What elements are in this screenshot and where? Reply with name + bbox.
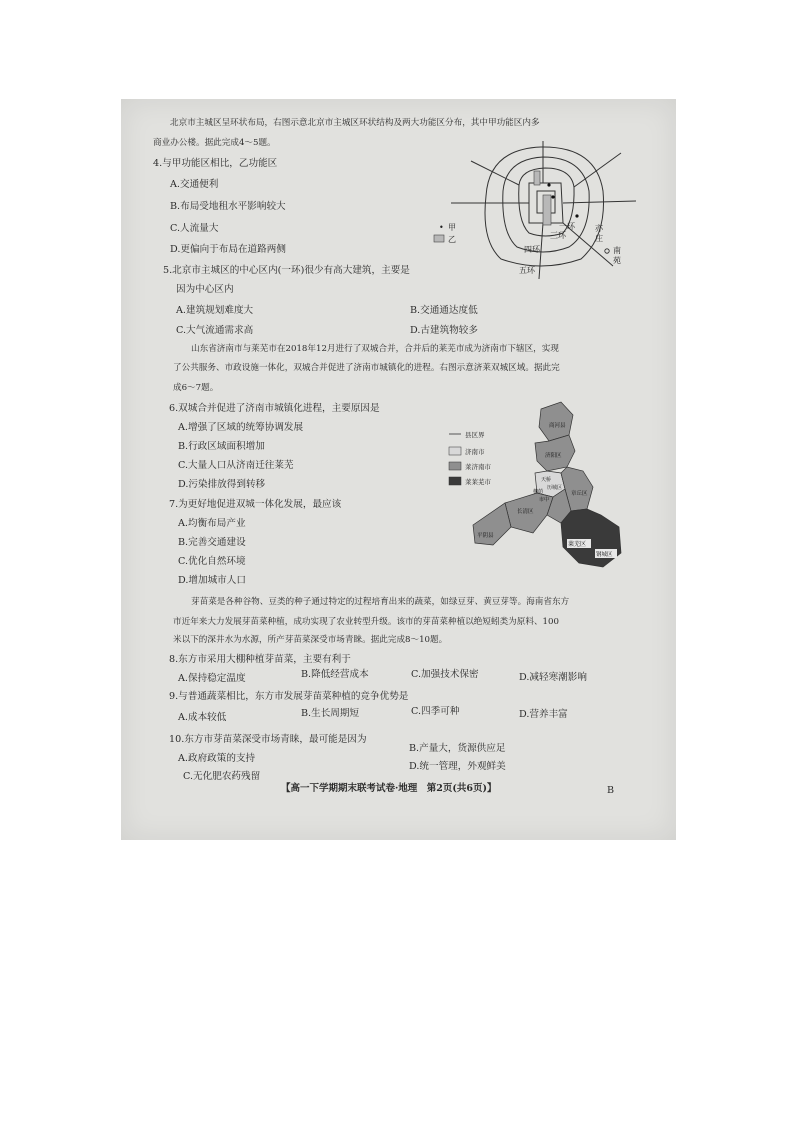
- label-ring-5: 五环: [519, 266, 535, 275]
- radial-road-northwest: [471, 161, 519, 185]
- q5-stem-line2: 因为中心区内: [176, 284, 234, 295]
- legend-yi-swatch: [434, 235, 444, 242]
- label-licheng: 历城区: [547, 485, 563, 491]
- legend-jinan-swatch: [449, 447, 461, 455]
- q6-option-a[interactable]: A.增强了区域的统筹协调发展: [178, 422, 304, 433]
- q7-option-b[interactable]: B.完善交通建设: [178, 537, 246, 548]
- q10-option-d[interactable]: D.统一管理，外观鲜美: [409, 761, 506, 772]
- beijing-ring-map: [431, 141, 636, 281]
- q4-option-c[interactable]: C.人流量大: [170, 223, 219, 234]
- q7-option-c[interactable]: C.优化自然环境: [178, 556, 246, 567]
- q10-stem: 10.东方市芽苗菜深受市场青睐，最可能是因为: [169, 734, 367, 745]
- legend-jilai-swatch: [449, 462, 461, 470]
- q10-option-c[interactable]: C.无化肥农药残留: [183, 771, 261, 782]
- legend-yi-label: 乙: [448, 235, 456, 244]
- q8-option-d[interactable]: D.减轻寒潮影响: [519, 672, 587, 683]
- zone-yi-area-2: [534, 171, 540, 185]
- label-gangcheng: 钢城区: [596, 552, 613, 558]
- jinan-laiwu-map: [443, 397, 633, 572]
- label-shizhong: 市中: [539, 497, 550, 503]
- exam-page: [121, 99, 676, 840]
- legend-jilai-label: 莱济南市: [465, 463, 491, 471]
- region-laiwu: [561, 509, 621, 567]
- label-zhuang: 庄: [595, 234, 603, 243]
- zone-jia-point-3: [575, 214, 578, 217]
- q4-option-d[interactable]: D.更偏向于布局在道路两侧: [170, 244, 286, 255]
- passage2-line3: 成6～7题。: [173, 383, 219, 393]
- label-changqing: 长清区: [517, 509, 534, 515]
- q7-option-a[interactable]: A.均衡布局产业: [178, 518, 246, 529]
- q9-option-d[interactable]: D.营养丰富: [519, 709, 568, 720]
- label-pingyin: 平阴县: [477, 533, 494, 539]
- label-shanghe: 商河县: [549, 423, 566, 429]
- q5-option-b[interactable]: B.交通通达度低: [410, 305, 478, 316]
- q7-stem: 7.为更好地促进双城一体化发展，最应该: [169, 499, 342, 510]
- q9-option-c[interactable]: C.四季可种: [411, 706, 460, 717]
- label-yuan: 苑: [613, 256, 621, 265]
- q5-stem: 5.北京市主城区的中心区内(一环)很少有高大建筑，主要是: [163, 265, 410, 276]
- q9-option-a[interactable]: A.成本较低: [178, 712, 227, 723]
- q8-option-a[interactable]: A.保持稳定温度: [178, 673, 246, 684]
- q4-option-a[interactable]: A.交通便利: [170, 179, 219, 190]
- label-ring-1: 一环: [559, 222, 575, 231]
- q10-option-a[interactable]: A.政府政策的支持: [178, 753, 256, 764]
- passage1-line2: 商业办公楼。据此完成4～5题。: [153, 138, 276, 148]
- q5-option-a[interactable]: A.建筑规划难度大: [176, 305, 254, 316]
- label-ring-4: 四环: [524, 245, 540, 254]
- legend-laiwu-swatch: [449, 477, 461, 485]
- label-huaiyin: 槐荫: [533, 489, 544, 495]
- label-laiwu: 莱芜区: [568, 541, 587, 548]
- q8-option-b[interactable]: B.降低经营成本: [301, 669, 369, 680]
- q9-option-b[interactable]: B.生长周期短: [301, 708, 360, 719]
- legend-jia-symbol: •: [439, 223, 444, 232]
- label-ring-3: 三环: [550, 231, 566, 240]
- legend-jia-label: 甲: [448, 223, 456, 232]
- q10-option-b[interactable]: B.产量大，货源供应足: [409, 743, 506, 754]
- passage2-line1: 山东省济南市与莱芜市在2018年12月进行了双城合并，合并后的莱芜市成为济南市下辖区，实现: [191, 344, 559, 354]
- passage3-line1: 芽苗菜是各种谷物、豆类的种子通过特定的过程培育出来的蔬菜，如绿豆芽、黄豆芽等。海南省东方: [191, 597, 570, 607]
- q9-stem: 9.与普通蔬菜相比，东方市发展芽苗菜种植的竞争优势是: [169, 691, 409, 702]
- q8-option-c[interactable]: C.加强技术保密: [411, 669, 479, 680]
- passage3-line3: 米以下的深井水为水源，所产芽苗菜深受市场青睐。据此完成8～10题。: [173, 635, 448, 645]
- q6-option-d[interactable]: D.污染排放得到转移: [178, 479, 266, 490]
- label-zhangqiu: 章丘区: [571, 491, 588, 497]
- label-nan: 南: [613, 246, 621, 255]
- legend-boundary-label: 县区界: [465, 431, 485, 439]
- page-footer: 【高一下学期期末联考试卷·地理 第2页(共6页)】: [281, 783, 497, 794]
- passage3-line2: 市近年来大力发展芽苗菜种植，成功实现了农业转型升级。该市的芽苗菜种植以绝短蚓类为原料、100: [173, 617, 559, 627]
- label-tianqiao: 天桥: [541, 477, 552, 483]
- label-jiyang: 济阳区: [545, 453, 562, 459]
- q8-stem: 8.东方市采用大棚种植芽苗菜，主要有利于: [169, 654, 351, 665]
- legend-jinan-label: 济南市: [465, 448, 485, 456]
- paper-version: B: [607, 785, 615, 796]
- legend-laiwu-label: 莱莱芜市: [465, 478, 491, 486]
- q6-option-b[interactable]: B.行政区域面积增加: [178, 441, 265, 452]
- q6-option-c[interactable]: C.大量人口从济南迁往莱芜: [178, 460, 294, 471]
- q7-option-d[interactable]: D.增加城市人口: [178, 575, 246, 586]
- zone-jia-point-2: [551, 195, 554, 198]
- passage2-line2: 了公共服务、市政设施一体化，双城合并促进了济南市城镇化的进程。右图示意济莱双城区域。据此完: [173, 363, 560, 373]
- q5-option-c[interactable]: C.大气流通需求高: [176, 325, 254, 336]
- label-yi: 亦: [595, 224, 603, 233]
- q4-option-b[interactable]: B.布局受地租水平影响较大: [170, 201, 286, 212]
- q5-option-d[interactable]: D.古建筑物较多: [410, 325, 478, 336]
- q4-stem: 4.与甲功能区相比，乙功能区: [153, 158, 278, 169]
- zone-jia-point: [547, 183, 550, 186]
- zone-yi-area: [543, 195, 551, 225]
- radial-road-northeast: [574, 153, 621, 187]
- passage1-line1: 北京市主城区呈环状布局，右图示意北京市主城区环状结构及两大功能区分布，其中甲功能区内多: [170, 118, 540, 128]
- q6-stem: 6.双城合并促进了济南市城镇化进程，主要原因是: [169, 403, 380, 414]
